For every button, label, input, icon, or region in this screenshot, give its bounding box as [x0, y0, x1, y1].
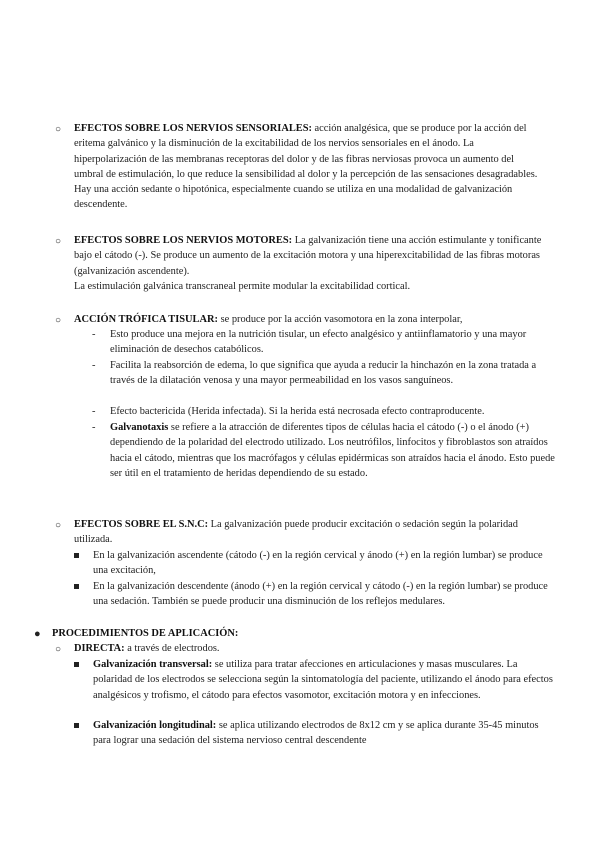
list-item-galvanotaxis [110, 420, 560, 481]
section-title: ACCIÓN TRÓFICA TISULAR: [74, 314, 218, 325]
outline-bullet: ○ [55, 124, 62, 135]
dash-bullet: - [92, 360, 96, 371]
outline-bullet: ○ [55, 644, 62, 655]
square-bullet [74, 584, 79, 589]
item-title: Galvanotaxis [110, 422, 169, 433]
square-bullet [74, 662, 79, 667]
subsection-text: a través de electrodos. [124, 643, 220, 654]
section-title: EFECTOS SOBRE EL S.N.C: [74, 519, 209, 530]
item-text: se utiliza para tratar afecciones en articulaciones y masas musculares. La polaridad de los electrodos se selecciona según la sintomatología del paciente, utilizando el ánodo para efectos analgésicos y trofismo, el cátodo para efectos vasomotor, excitación motora y en infecciones. [93, 659, 553, 701]
section-motor-nerves [74, 233, 544, 294]
section-title-procedures: PROCEDIMIENTOS DE APLICACIÓN: [52, 628, 239, 639]
list-item: Efecto bactericida (Herida infectada). Si la herida está necrosada efecto contraproducente. [110, 406, 485, 417]
item-text: se refiere a la atracción de diferentes tipos de células hacia el cátodo (-) o el ánodo (+) dependiendo de la polaridad del electrodo utilizado. Los neutrófilos, linfocitos y fibroblastos son atraídos hacia el cátodo, mientras que los macrófagos y células epidérmicas son atraídos hacia el ánodo. Esto puede ser útil en el tratamiento de heridas dependiendo de su estado. [110, 422, 555, 479]
list-item: En la galvanización descendente (ánodo (+) en la región cervical y cátodo (-) en la región lumbar) se produce una sedación. También se puede producir una disminución de los reflejos medulares. [93, 581, 548, 608]
paragraph [74, 233, 544, 279]
dash-bullet: - [92, 422, 96, 433]
disc-bullet: ● [34, 628, 41, 640]
outline-bullet: ○ [55, 520, 62, 531]
list-item-longitudinal [93, 718, 553, 749]
dash-bullet: - [92, 329, 96, 340]
square-bullet [74, 553, 79, 558]
subsection-direct [74, 641, 544, 656]
section-title: EFECTOS SOBRE LOS NERVIOS SENSORIALES: [74, 123, 312, 134]
section-trophic-action [74, 312, 544, 327]
item-title: Galvanización transversal: [93, 659, 213, 670]
section-text: La galvanización tiene una acción estimulante y tonificante bajo el cátodo (-). Se produce un aumento de la excitación motora y una hiperexcitabilidad de las fibras motoras (galvanización ascendente). [74, 235, 542, 277]
list-item: En la galvanización ascendente (cátodo (-) en la región cervical y ánodo (+) en la región lumbar) se produce una excitación, [93, 550, 543, 577]
list-item: Facilita la reabsorción de edema, lo que significa que ayuda a reducir la hinchazón en la zona tratada a través de la dilatación venosa y una mayor permeabilidad en los vasos sanguíneos. [110, 360, 537, 387]
section-snc [74, 517, 544, 548]
item-text: se aplica utilizando electrodos de 8x12 cm y se aplica durante 35-45 minutos para lograr una sedación del sistema nervioso central descendente [93, 720, 539, 747]
paragraph [74, 121, 544, 213]
item-title: Galvanización longitudinal: [93, 720, 217, 731]
section-text: La galvanización puede producir excitación o sedación según la polaridad utilizada. [74, 519, 518, 546]
outline-bullet: ○ [55, 315, 62, 326]
section-text: se produce por la acción vasomotora en la zona interpolar, [217, 314, 463, 325]
paragraph [74, 312, 544, 327]
list-item: Esto produce una mejora en la nutrición tisular, un efecto analgésico y antiinflamatorio y una mayor eliminación de desechos catabólicos. [110, 329, 527, 356]
dash-bullet: - [92, 406, 96, 417]
square-bullet [74, 723, 79, 728]
paragraph: La estimulación galvánica transcraneal permite modular la excitabilidad cortical. [74, 280, 411, 292]
outline-bullet: ○ [55, 236, 62, 247]
section-text: acción analgésica, que se produce por la acción del eritema galvánico y la disminución de la excitabilidad de los nervios sensoriales en el ánodo. La hiperpolarización de las membranas receptoras del dolor y de las fibras nerviosas provoca un aumento del umbral de estimulación, lo que reduce la sensibilidad al dolor y la percepción de las sensaciones desagradables. Hay una acción sedante o hipotónica, especialmente cuando se utiliza en una modalidad de galvanización descendente. [74, 123, 538, 211]
list-item-transversal [93, 657, 553, 703]
section-title: EFECTOS SOBRE LOS NERVIOS MOTORES: [74, 235, 293, 246]
paragraph [74, 517, 544, 548]
section-sensory-nerves [74, 121, 544, 213]
subsection-title: DIRECTA: [74, 643, 125, 654]
